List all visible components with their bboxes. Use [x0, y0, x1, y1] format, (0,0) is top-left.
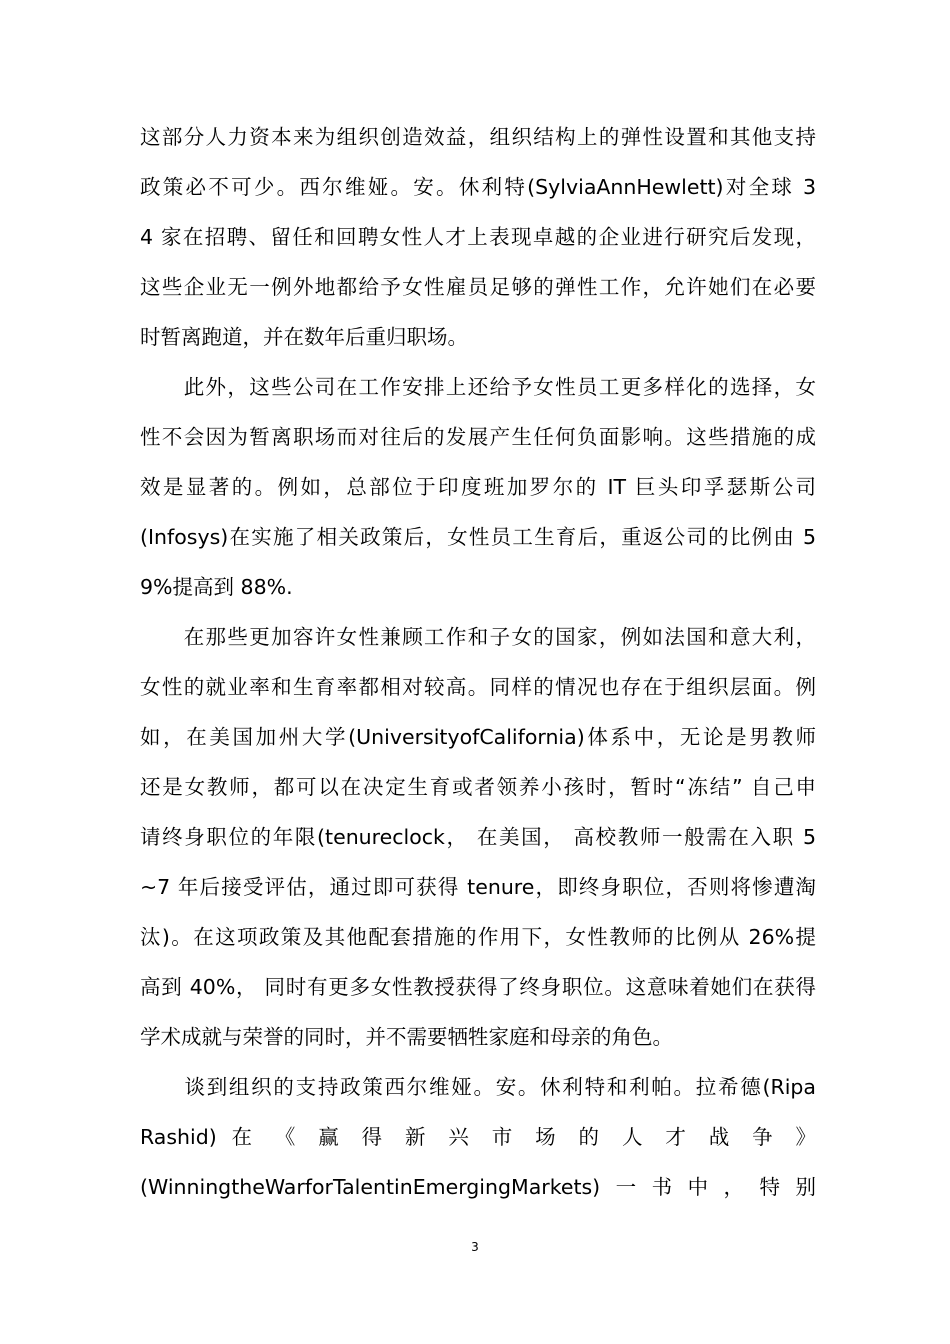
text-line: 时暂离跑道，并在数年后重归职场。	[140, 325, 468, 349]
text-line: 汰)。在这项政策及其他配套措施的作用下，女性教师的比例从 26%提	[140, 925, 816, 949]
text-line: 9%提高到 88%.	[140, 575, 293, 599]
body-text	[140, 112, 816, 1212]
text-line: 学术成就与荣誉的同时，并不需要牺牲家庭和母亲的角色。	[140, 1025, 673, 1049]
text-line: Rashid) 在 《 赢 得 新 兴 市 场 的 人 才 战 争 》	[140, 1125, 816, 1149]
text-line: 政策必不可少。西尔维娅。安。休利特(SylviaAnnHewlett)对全球 3	[140, 175, 816, 199]
text-line: 谈到组织的支持政策西尔维娅。安。休利特和利帕。拉希德(Ripa	[140, 1075, 816, 1099]
text-line: 这部分人力资本来为组织创造效益，组织结构上的弹性设置和其他支持	[140, 125, 816, 149]
text-line: 还是女教师，都可以在决定生育或者领养小孩时，暂时“冻结” 自己申	[140, 775, 816, 799]
text-line: 女性的就业率和生育率都相对较高。同样的情况也存在于组织层面。例	[140, 675, 816, 699]
text-line: (WinningtheWarforTalentinEmergingMarkets)一书中，特别	[140, 1175, 816, 1199]
text-line: (Infosys)在实施了相关政策后，女性员工生育后，重返公司的比例由 5	[140, 525, 816, 549]
text-line: 在那些更加容许女性兼顾工作和子女的国家，例如法国和意大利，	[140, 625, 816, 649]
text-line: 效是显著的。例如，总部位于印度班加罗尔的 IT 巨头印孚瑟斯公司	[140, 475, 816, 499]
text-line: 性不会因为暂离职场而对往后的发展产生任何负面影响。这些措施的成	[140, 425, 816, 449]
text-line: 4 家在招聘、留任和回聘女性人才上表现卓越的企业进行研究后发现，	[140, 225, 816, 249]
text-line: 如，在美国加州大学(UniversityofCalifornia)体系中，无论是男教师	[140, 725, 816, 749]
text-line: 请终身职位的年限(tenureclock， 在美国， 高校教师一般需在入职 5	[140, 825, 816, 849]
text-line: ~7 年后接受评估，通过即可获得 tenure，即终身职位，否则将惨遭淘	[140, 875, 816, 899]
text-line: 高到 40%， 同时有更多女性教授获得了终身职位。这意味着她们在获得	[140, 975, 816, 999]
text-line: 这些企业无一例外地都给予女性雇员足够的弹性工作，允许她们在必要	[140, 275, 816, 299]
page-number: 3	[471, 1240, 479, 1254]
text-line: 此外，这些公司在工作安排上还给予女性员工更多样化的选择，女	[140, 375, 816, 399]
